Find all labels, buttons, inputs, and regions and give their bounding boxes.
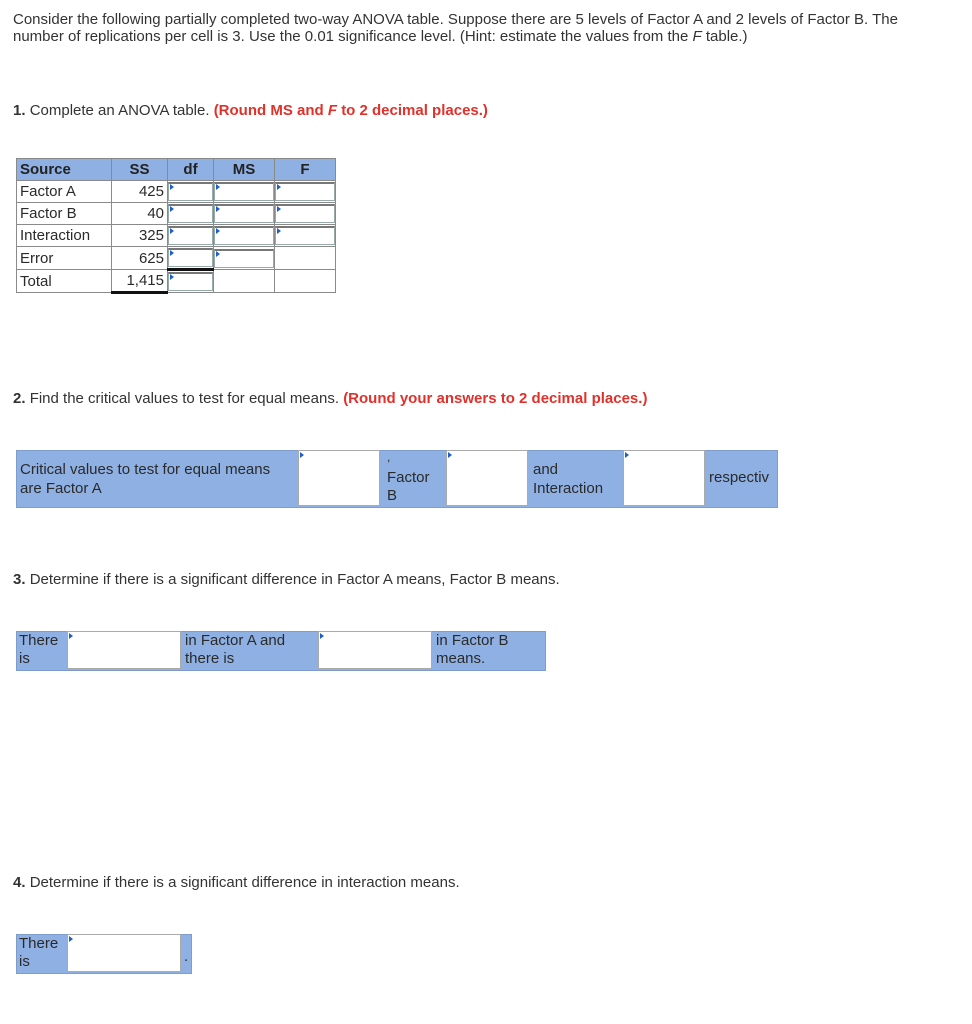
ms-factor-b-input[interactable] — [214, 204, 274, 223]
critical-label-4: respectiv — [709, 469, 770, 486]
df-total-input[interactable] — [168, 272, 213, 291]
intro-end: table.) — [705, 28, 748, 45]
critical-interaction-input[interactable] — [623, 450, 705, 506]
table-row: Error 625 — [17, 247, 336, 270]
intro-f: F — [692, 28, 702, 45]
ms-factor-a-input[interactable] — [214, 182, 274, 201]
sig-label-3: in Factor B means. — [436, 632, 509, 667]
question-3: 3. Determine if there is a significant difference in Factor A means, Factor B means. — [13, 571, 560, 588]
inter-select[interactable] — [67, 934, 181, 972]
ms-interaction-input[interactable] — [214, 226, 274, 245]
table-row: Total 1,415 — [17, 270, 336, 293]
inter-label-1: There is — [19, 935, 59, 970]
f-factor-a-input[interactable] — [275, 182, 335, 201]
critical-label-2: Factor B — [387, 469, 430, 504]
sig-factor-a-select[interactable] — [67, 631, 181, 669]
critical-label-1: Critical values to test for equal means are Factor A — [20, 461, 271, 497]
table-header-row — [17, 159, 336, 181]
question-2: 2. Find the critical values to test for equal means. (Round your answers to 2 decimal places.) — [13, 390, 648, 407]
header-df: df — [168, 159, 214, 181]
sig-label-2: in Factor A and there is — [185, 632, 286, 667]
question-1: 1. Complete an ANOVA table. (Round MS and F to 2 decimal places.) — [13, 102, 488, 119]
anova-table — [16, 158, 336, 294]
f-factor-b-input[interactable] — [275, 204, 335, 223]
df-factor-a-input[interactable] — [168, 182, 213, 201]
critical-comma: , — [387, 450, 391, 464]
df-error-input[interactable] — [168, 248, 213, 267]
table-row: Interaction 325 — [17, 225, 336, 247]
critical-label-3: and Interaction — [533, 461, 604, 497]
inter-period: . — [184, 948, 189, 965]
intro-text: Consider the following partially completed two-way ANOVA table. Suppose there are 5 levels of Factor A and 2 levels of Factor B. The number of replications per cell is 3. Use the 0.01 significance level. (Hint: estimate the values from the — [13, 11, 898, 45]
table-row: Factor A 425 — [17, 181, 336, 203]
question-4: 4. Determine if there is a significant difference in interaction means. — [13, 874, 460, 891]
sig-label-1: There is — [19, 632, 59, 667]
ms-error-input[interactable] — [214, 249, 274, 268]
df-factor-b-input[interactable] — [168, 204, 213, 223]
header-source: Source — [17, 159, 112, 181]
table-row: Factor B 40 — [17, 203, 336, 225]
problem-intro — [13, 11, 913, 45]
header-ss: SS — [112, 159, 168, 181]
df-interaction-input[interactable] — [168, 226, 213, 245]
critical-factor-b-input[interactable] — [446, 450, 528, 506]
critical-factor-a-input[interactable] — [298, 450, 380, 506]
sig-factor-b-select[interactable] — [318, 631, 432, 669]
f-interaction-input[interactable] — [275, 226, 335, 245]
header-f: F — [275, 159, 336, 181]
header-ms: MS — [214, 159, 275, 181]
